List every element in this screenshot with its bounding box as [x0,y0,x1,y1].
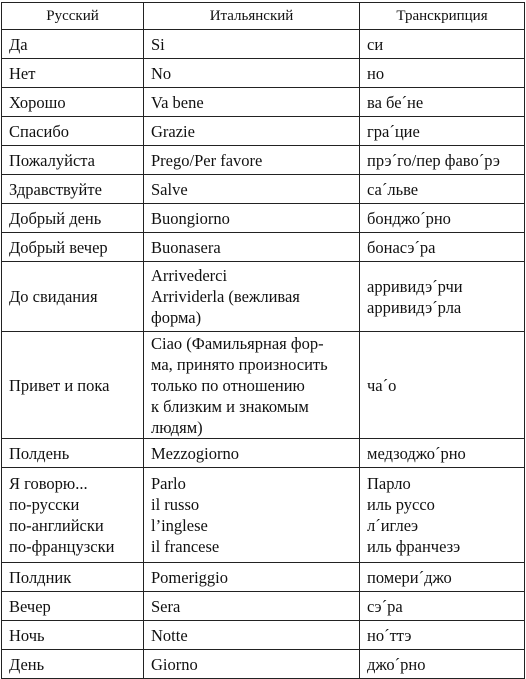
table-row [2,439,525,468]
cell-italian: Buonasera [144,233,360,262]
table-row [2,204,525,233]
cell-italian: Va bene [144,88,360,117]
cell-italian: Sera [144,592,360,621]
cell-russian: Добрый вечер [2,233,144,262]
table-row [2,262,525,332]
cell-transcription: джо´рно [360,650,525,679]
table-row [2,592,525,621]
cell-italian: Buongiorno [144,204,360,233]
cell-transcription: помери´джо [360,563,525,592]
cell-transcription: си [360,30,525,59]
cell-russian: Хорошо [2,88,144,117]
table-row [2,30,525,59]
header-italian: Итальянский [144,3,360,30]
cell-russian: Полдник [2,563,144,592]
cell-italian: Si [144,30,360,59]
cell-transcription: медзоджо´рно [360,439,525,468]
cell-russian: Привет и пока [2,332,144,439]
cell-russian: День [2,650,144,679]
table-row [2,621,525,650]
phrase-table [1,2,525,679]
table-row [2,563,525,592]
cell-transcription: Парло иль руссо л´иглеэ иль франчезэ [360,468,525,563]
cell-transcription: ча´о [360,332,525,439]
cell-transcription: гра´цие [360,117,525,146]
cell-italian: Giorno [144,650,360,679]
cell-italian: Notte [144,621,360,650]
cell-russian: Здравствуйте [2,175,144,204]
header-russian: Русский [2,3,144,30]
cell-italian: Grazie [144,117,360,146]
cell-transcription: арривидэ´рчи арривидэ´рла [360,262,525,332]
cell-transcription: бонджо´рно [360,204,525,233]
cell-italian: Arrivederci Arrividerla (вежливая форма) [144,262,360,332]
table-row [2,175,525,204]
cell-transcription: но [360,59,525,88]
header-row [2,3,525,30]
table-row [2,650,525,679]
cell-italian: Pomeriggio [144,563,360,592]
cell-italian: Salve [144,175,360,204]
cell-italian: Ciao (Фамильярная фор- ма, принято произносить только по отношению к близким и знакомым людям) [144,332,360,439]
header-transcription: Транскрипция [360,3,525,30]
cell-transcription: но´ттэ [360,621,525,650]
table-row [2,59,525,88]
table-row [2,233,525,262]
cell-transcription: бонасэ´ра [360,233,525,262]
table-row [2,146,525,175]
cell-russian: Полдень [2,439,144,468]
cell-italian: Mezzogiorno [144,439,360,468]
cell-transcription: сэ´ра [360,592,525,621]
cell-russian: Ночь [2,621,144,650]
cell-transcription: са´льве [360,175,525,204]
cell-italian: No [144,59,360,88]
cell-russian: Пожалуйста [2,146,144,175]
table-row [2,117,525,146]
cell-transcription: ва бе´не [360,88,525,117]
cell-italian: Parlo il russo l’inglese il francese [144,468,360,563]
cell-italian: Prego/Per favore [144,146,360,175]
cell-russian: Я говорю... по-русски по-английски по-французски [2,468,144,563]
cell-russian: Вечер [2,592,144,621]
cell-russian: Нет [2,59,144,88]
cell-russian: Спасибо [2,117,144,146]
table-row [2,332,525,439]
cell-russian: Да [2,30,144,59]
cell-russian: Добрый день [2,204,144,233]
cell-russian: До свидания [2,262,144,332]
cell-transcription: прэ´го/пер фаво´рэ [360,146,525,175]
table-row [2,88,525,117]
table-row [2,468,525,563]
